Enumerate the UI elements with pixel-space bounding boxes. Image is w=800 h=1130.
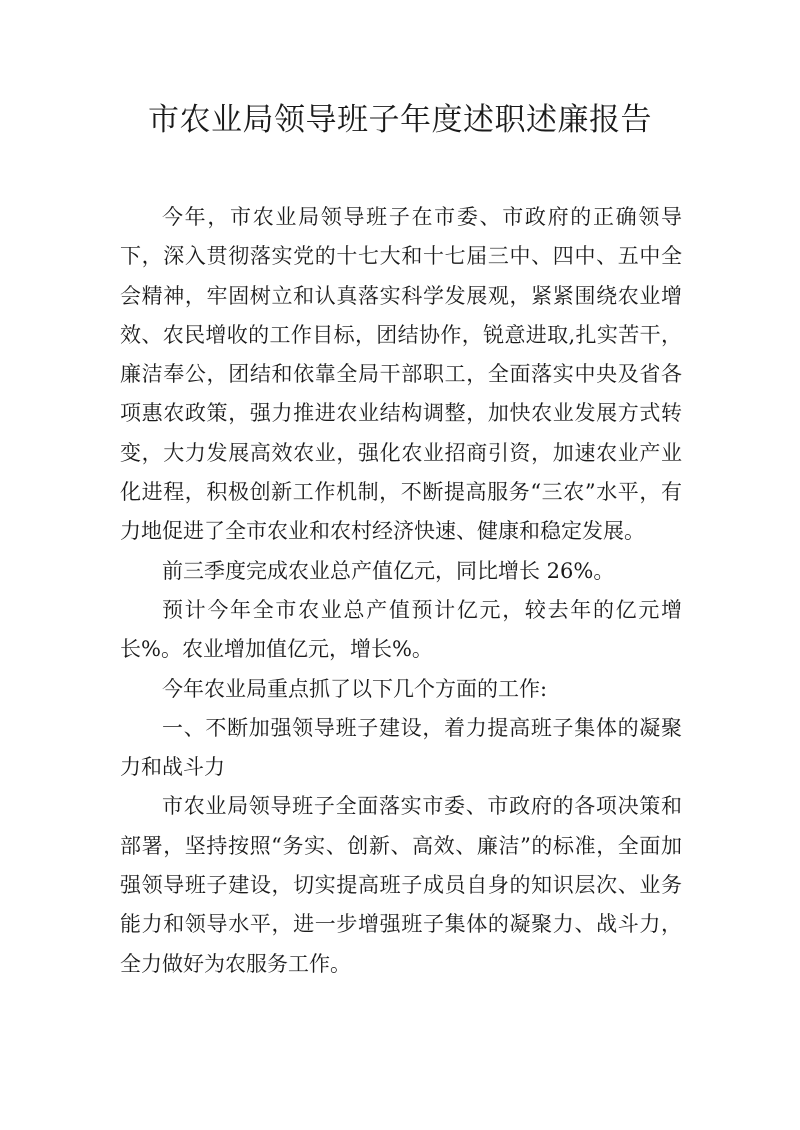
- paragraph-q3-output: 前三季度完成农业总产值亿元，同比增长 26%。: [162, 558, 615, 583]
- document-title: 市农业局领导班子年度述职述廉报告: [148, 102, 652, 138]
- paragraph-intro: 今年，市农业局领导班子在市委、市政府的正确领导下，深入贯彻落实党的十七大和十七届三中、四中、五中全会精神，牢固树立和认真落实科学发展观，紧紧围绕农业增效、农民增收的工作目标，团结协作，锐意进取,扎实苦干，廉洁奉公，团结和依靠全局干部职工，全面落实中央及省各项惠农政策，强力推进农业结构调整，加快农业发展方式转变，大力发展高效农业，强化农业招商引资，加速农业产业化进程，积极创新工作机制，不断提高服务“三农”水平，有力地促进了全市农业和农村经济快速、健康和稳定发展。: [120, 205, 682, 544]
- paragraph-work-overview: 今年农业局重点抓了以下几个方面的工作:: [162, 676, 548, 701]
- section-heading-1: 一、不断加强领导班子建设，着力提高班子集体的凝聚力和战斗力: [120, 715, 682, 780]
- paragraph-annual-forecast: 预计今年全市农业总产值预计亿元，较去年的亿元增长%。农业增加值亿元，增长%。: [120, 597, 682, 662]
- document-body: [120, 198, 682, 984]
- paragraph-section-1: 市农业局领导班子全面落实市委、市政府的各项决策和部署，坚持按照“务实、创新、高效、廉洁”的标准，全面加强领导班子建设，切实提高班子成员自身的知识层次、业务能力和领导水平，进一步增强班子集体的凝聚力、战斗力，全力做好为农服务工作。: [120, 794, 682, 976]
